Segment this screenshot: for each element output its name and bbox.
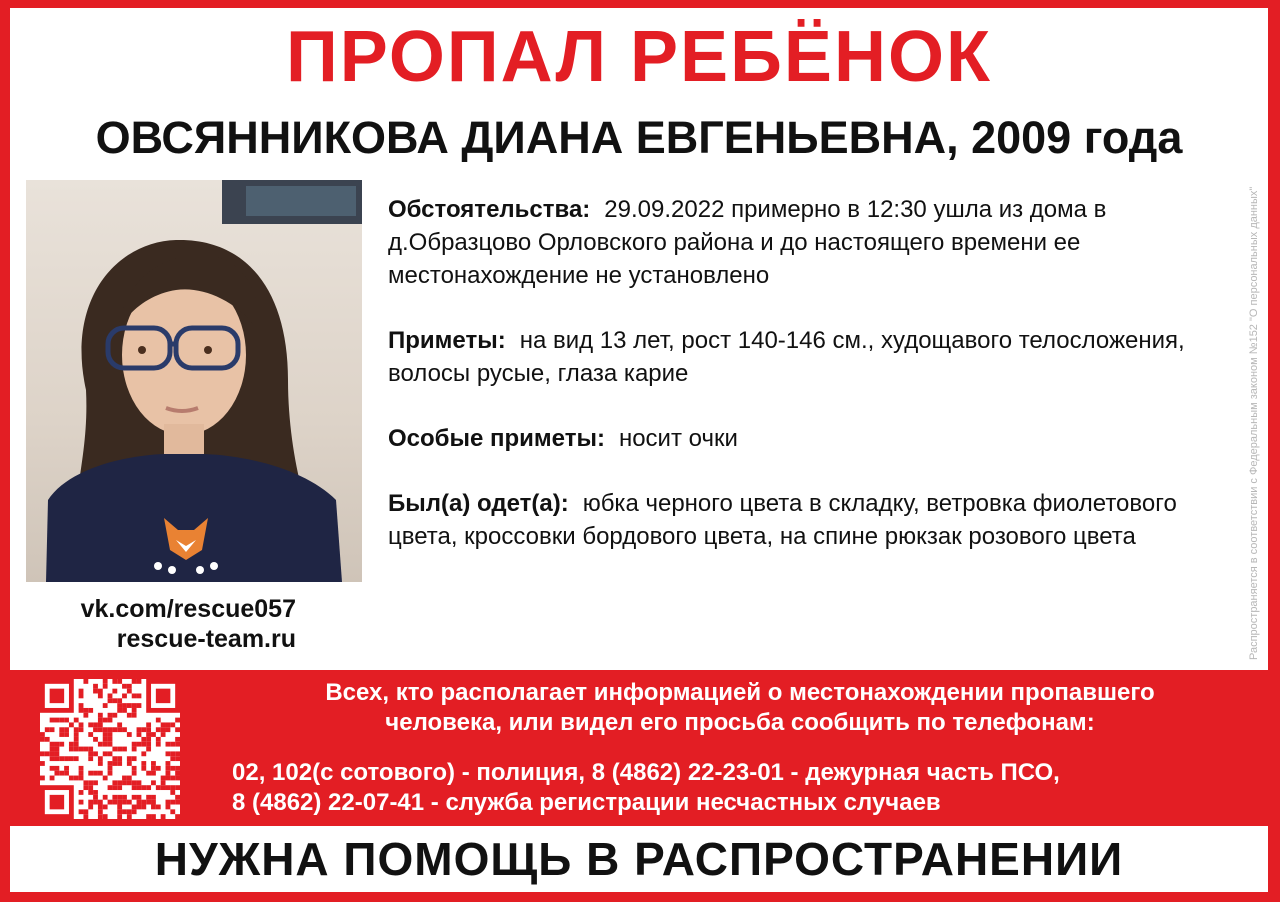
appeal-line-2: человека, или видел его просьба сообщить по телефонам: — [385, 709, 1095, 736]
phone-line-2: 8 (4862) 22-07-41 - служба регистрации несчастных случаев — [232, 789, 941, 816]
contact-links — [26, 594, 296, 654]
detail-label: Обстоятельства: — [388, 196, 591, 223]
detail-text: юбка черного цвета в складку, ветровка фиолетового цвета, кроссовки бордового цвета, на спине рюкзак розового цвета — [388, 490, 1177, 550]
detail-features — [388, 324, 1208, 390]
detail-text: 29.09.2022 примерно в 12:30 ушла из дома в д.Образцово Орловского района и до настоящего времени ее местонахождение не установлено — [388, 196, 1107, 289]
qr-code-icon[interactable] — [40, 679, 180, 819]
phone-numbers — [232, 758, 1272, 818]
privacy-note: Распространяется в соответствии с Федеральным законом №152 "О персональных данных" — [1248, 186, 1260, 660]
missing-person-photo — [26, 180, 362, 582]
poster-sheet — [10, 8, 1268, 670]
phone-line-1: 02, 102(с сотового) - полиция, 8 (4862) 22-23-01 - дежурная часть ПСО, — [232, 759, 1060, 786]
vk-link[interactable]: vk.com/rescue057 — [80, 595, 296, 623]
detail-label: Приметы: — [388, 327, 506, 354]
site-link[interactable]: rescue-team.ru — [116, 625, 296, 653]
missing-person-name: ОВСЯННИКОВА ДИАНА ЕВГЕНЬЕВНА, 2009 года — [95, 112, 1183, 163]
detail-circumstances — [388, 193, 1208, 292]
detail-label: Особые приметы: — [388, 425, 605, 452]
detail-special-features — [388, 422, 1208, 455]
footer-banner: НУЖНА ПОМОЩЬ В РАСПРОСТРАНЕНИИ — [10, 826, 1268, 892]
detail-text: носит очки — [618, 425, 738, 452]
appeal-text — [200, 678, 1280, 738]
details-block — [388, 193, 1208, 585]
appeal-line-1: Всех, кто располагает информацией о местонахождении пропавшего — [325, 679, 1155, 706]
detail-text: на вид 13 лет, рост 140-146 см., худощавого телосложения, волосы русые, глаза карие — [388, 327, 1185, 387]
detail-clothing — [388, 487, 1208, 553]
poster-title: ПРОПАЛ РЕБЁНОК — [286, 17, 992, 97]
detail-label: Был(а) одет(а): — [388, 490, 569, 517]
